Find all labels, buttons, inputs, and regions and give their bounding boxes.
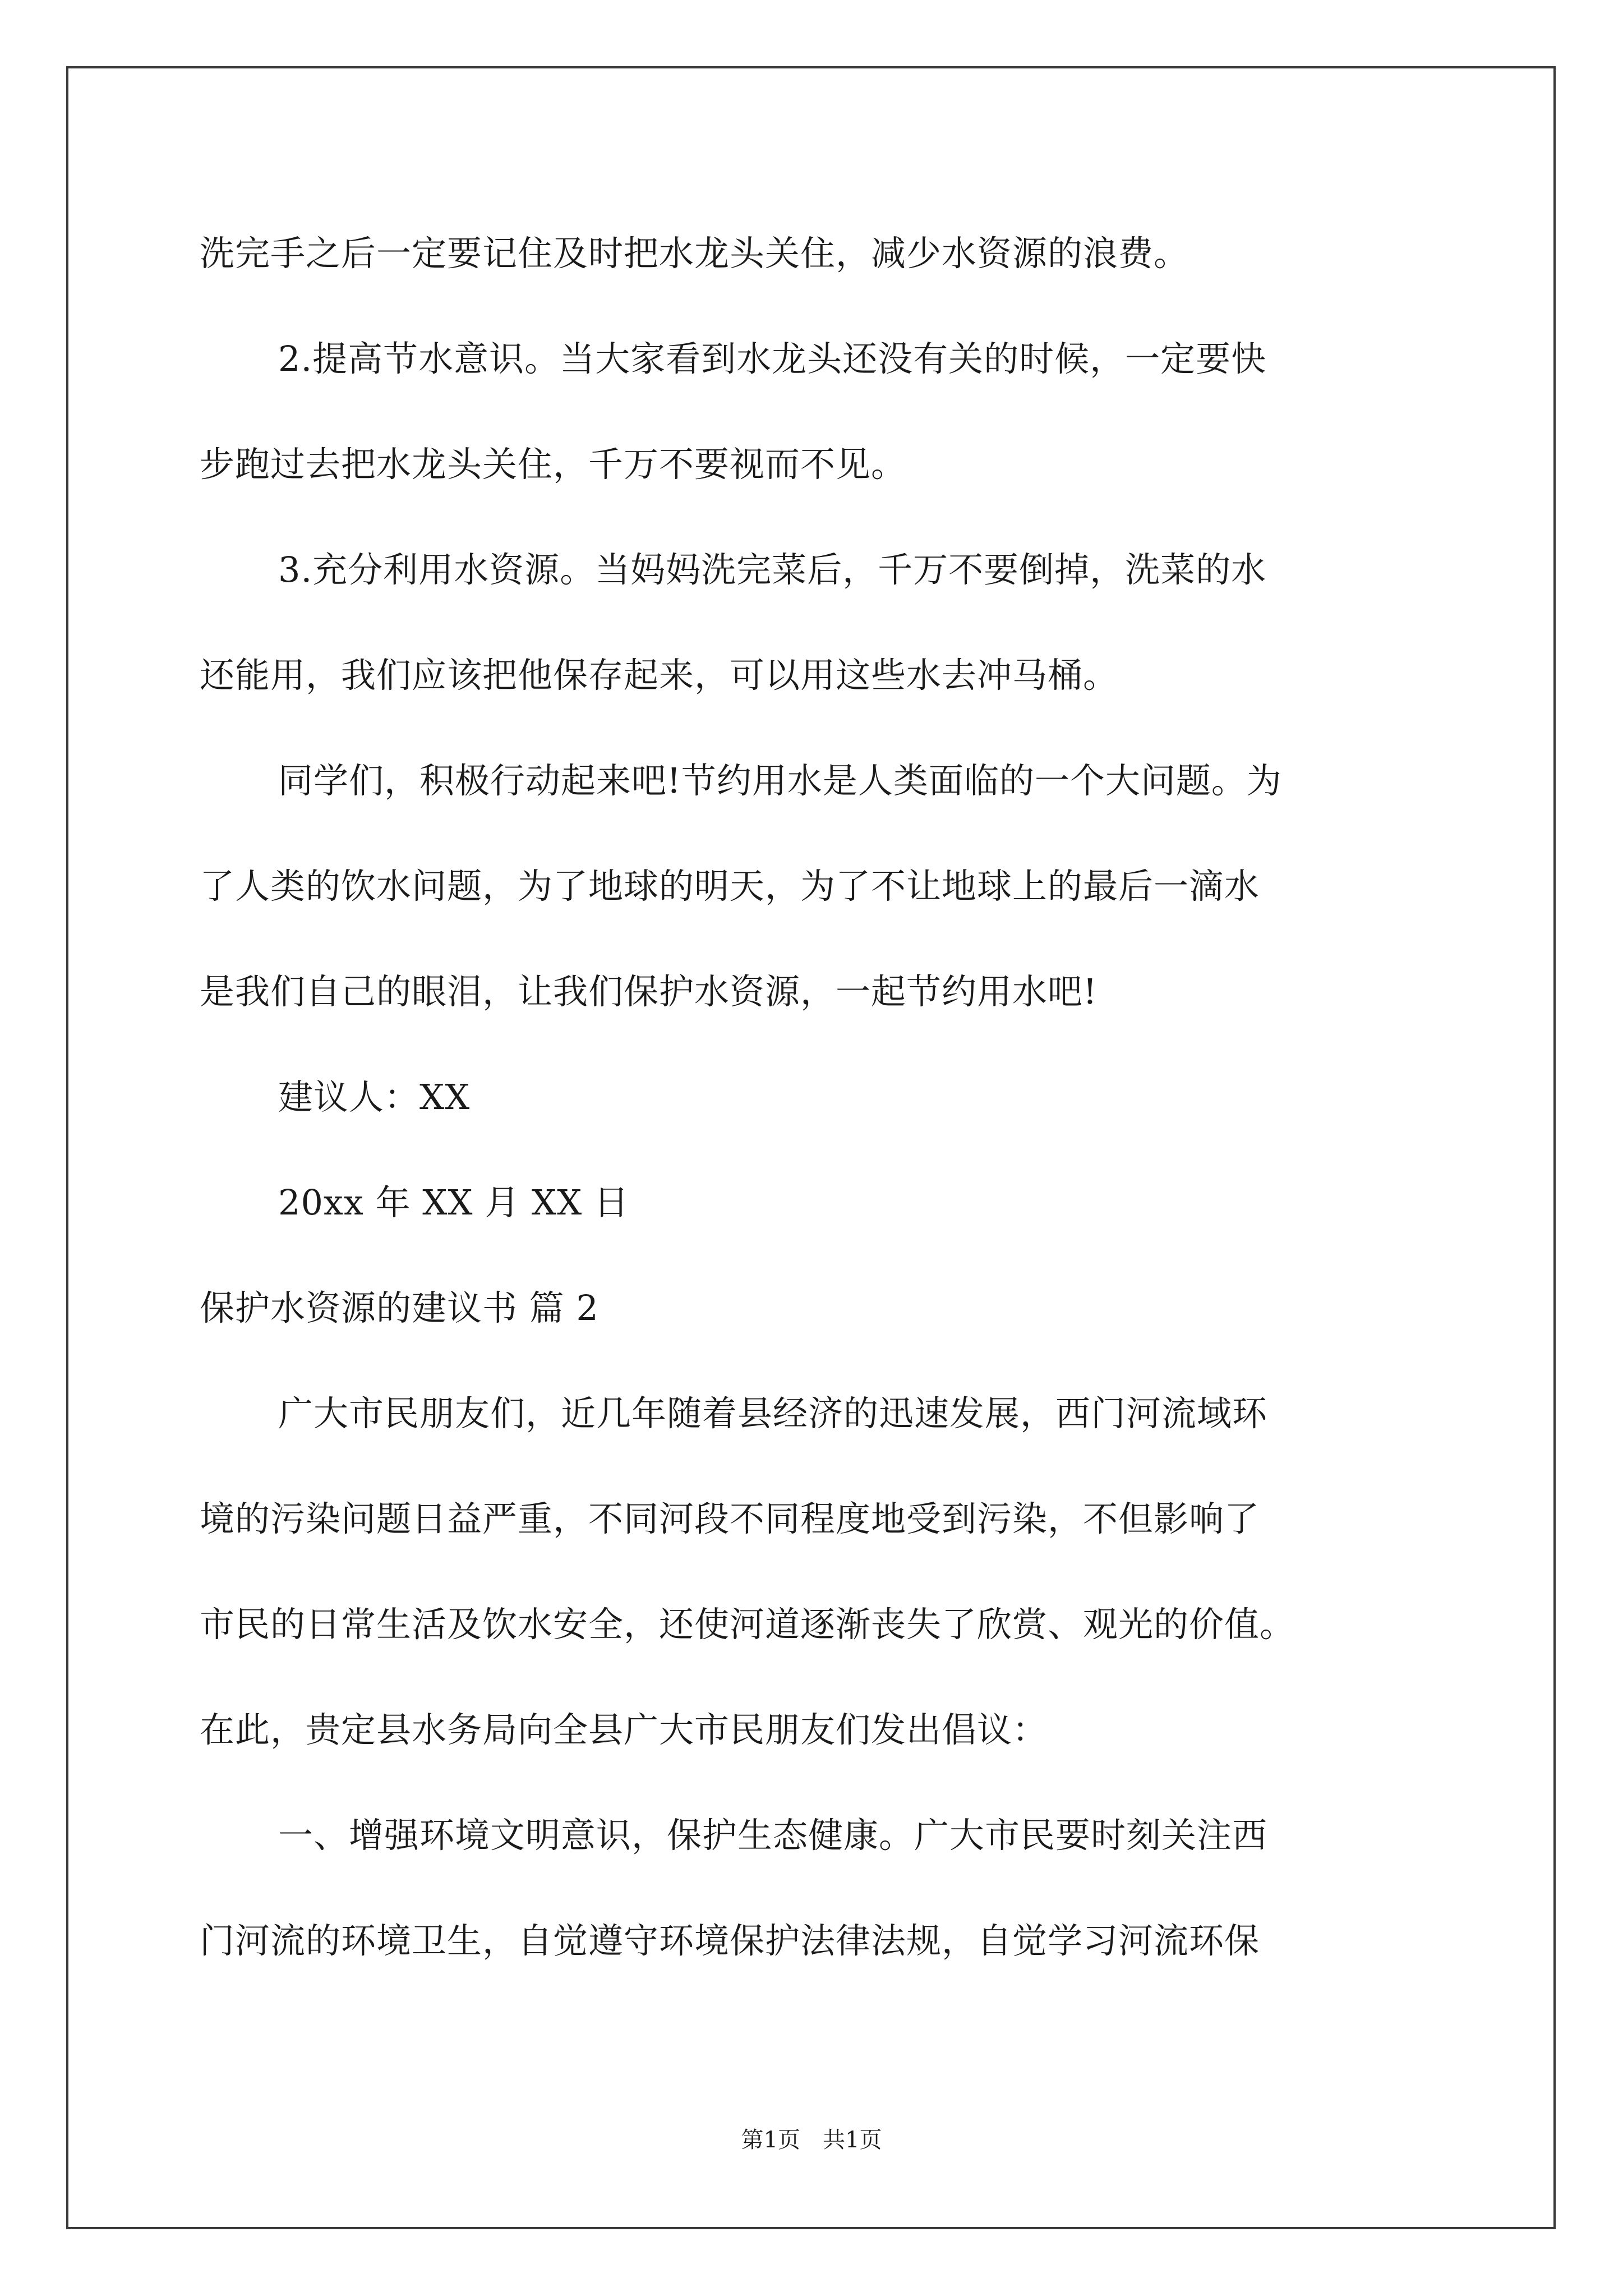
page-number-footer: 第1页 共1页 bbox=[741, 2127, 882, 2153]
text-line: 了人类的饮水问题，为了地球的明天，为了不让地球上的最后一滴水 bbox=[200, 866, 1260, 907]
text-line: 门河流的环境卫生，自觉遵守环境保护法律法规，自觉学习河流环保 bbox=[200, 1920, 1260, 1961]
text-line: 洗完手之后一定要记住及时把水龙头关住，减少水资源的浪费。 bbox=[200, 233, 1189, 274]
text-line: 广大市民朋友们，近几年随着县经济的迅速发展，西门河流域环 bbox=[278, 1393, 1268, 1434]
text-line: 还能用，我们应该把他保存起来，可以用这些水去冲马桶。 bbox=[200, 655, 1119, 696]
text-line: 是我们自己的眼泪，让我们保护水资源，一起节约用水吧! bbox=[200, 971, 1098, 1012]
text-line: 在此，贵定县水务局向全县广大市民朋友们发出倡议： bbox=[200, 1709, 1048, 1750]
text-line: 一、增强环境文明意识，保护生态健康。广大市民要时刻关注西 bbox=[278, 1815, 1268, 1856]
text-line: 同学们，积极行动起来吧!节约用水是人类面临的一个大问题。为 bbox=[278, 760, 1282, 801]
page-border bbox=[66, 66, 1556, 2229]
text-line: 步跑过去把水龙头关住，千万不要视而不见。 bbox=[200, 444, 907, 485]
text-line: 2.提高节水意识。当大家看到水龙头还没有关的时候，一定要快 bbox=[278, 338, 1267, 379]
text-line: 境的污染问题日益严重，不同河段不同程度地受到污染，不但影响了 bbox=[200, 1498, 1260, 1539]
text-line: 3.充分利用水资源。当妈妈洗完菜后，千万不要倒掉，洗菜的水 bbox=[278, 549, 1267, 590]
text-line: 建议人：XX bbox=[278, 1076, 471, 1117]
section-title: 保护水资源的建议书 篇 2 bbox=[200, 1287, 599, 1328]
text-line: 20xx 年 XX 月 XX 日 bbox=[278, 1182, 629, 1223]
text-line: 市民的日常生活及饮水安全，还使河道逐渐丧失了欣赏、观光的价值。 bbox=[200, 1604, 1295, 1645]
